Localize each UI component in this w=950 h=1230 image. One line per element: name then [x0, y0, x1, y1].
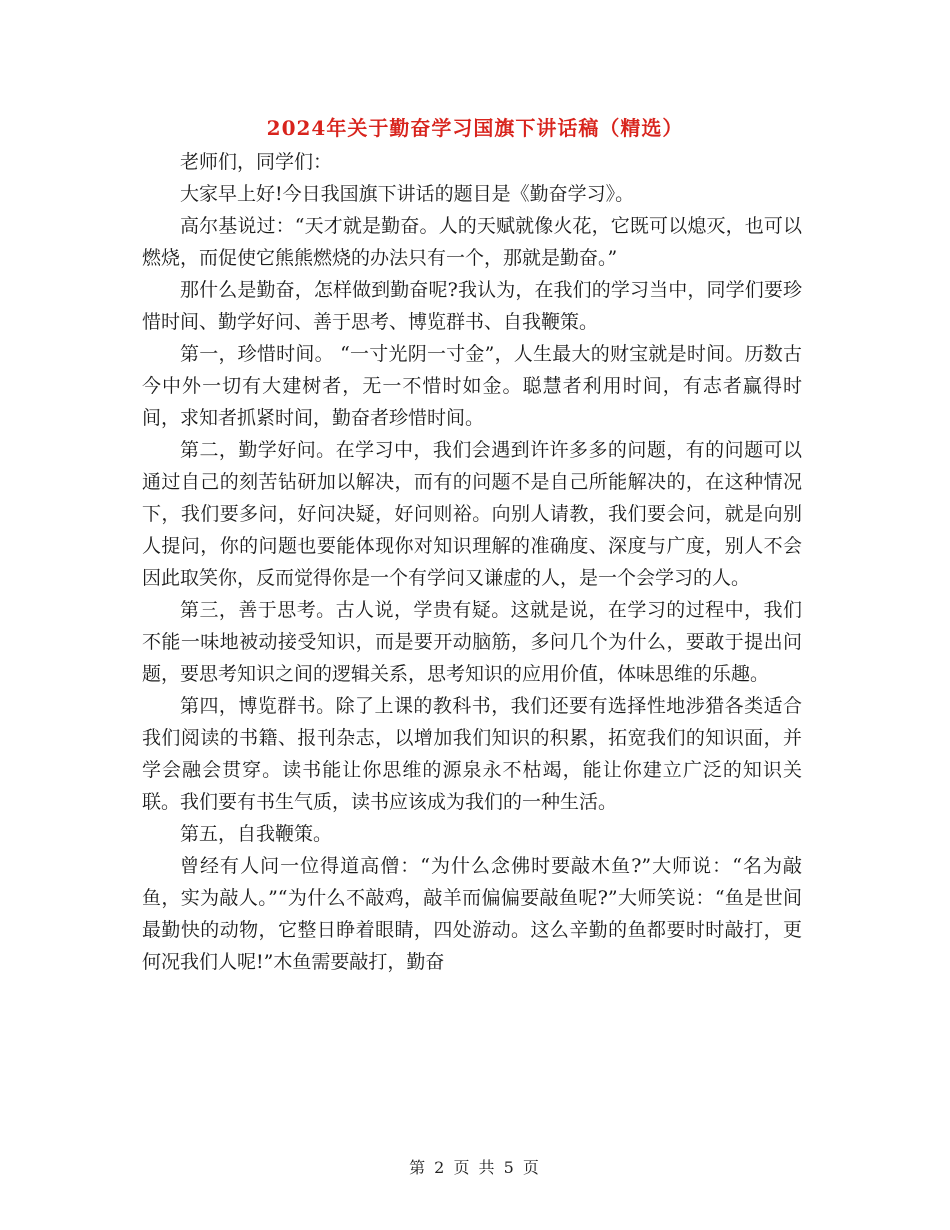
paragraph-point-1: 第一，珍惜时间。 “一寸光阴一寸金”，人生最大的财宝就是时间。历数古今中外一切有大建树者，无一不惜时如金。聪慧者利用时间，有志者赢得时间，求知者抓紧时间，勤奋者珍惜时间。	[142, 343, 802, 429]
paragraph-intro: 大家早上好!今日我国旗下讲话的题目是《勤奋学习》。	[180, 183, 635, 205]
paragraph-point-3: 第三，善于思考。古人说，学贵有疑。这就是说，在学习的过程中，我们不能一味地被动接受知识，而是要开动脑筋，多问几个为什么，要敢于提出问题，要思考知识之间的逻辑关系，思考知识的应用价值，体味思维的乐趣。	[142, 599, 802, 685]
paragraph-question: 那什么是勤奋，怎样做到勤奋呢?我认为，在我们的学习当中，同学们要珍惜时间、勤学好问、善于思考、博览群书、自我鞭策。	[142, 279, 802, 333]
page-footer: 第 2 页 共 5 页	[409, 1158, 541, 1177]
document-title: 2024年关于勤奋学习国旗下讲话稿（精选）	[266, 116, 684, 140]
paragraph-point-2: 第二，勤学好问。在学习中，我们会遇到许许多多的问题，有的问题可以通过自己的刻苦钻研加以解决，而有的问题不是自己所能解决的，在这种情况下，我们要多问，好问决疑，好问则裕。向别人请教，我们要会问，就是向别人提问，你的问题也要能体现你对知识理解的准确度、深度与广度，别人不会因此取笑你，反而觉得你是一个有学问又谦虚的人，是一个会学习的人。	[142, 439, 802, 589]
paragraph-point-4: 第四，博览群书。除了上课的教科书，我们还要有选择性地涉猎各类适合我们阅读的书籍、报刊杂志，以增加我们知识的积累，拓宽我们的知识面，并学会融会贯穿。读书能让你思维的源泉永不枯竭，能让你建立广泛的知识关联。我们要有书生气质，读书应该成为我们的一种生活。	[142, 695, 802, 813]
paragraph-point-5: 第五，自我鞭策。	[180, 823, 333, 845]
paragraph-story: 曾经有人问一位得道高僧：“为什么念佛时要敲木鱼?”大师说：“名为敲鱼，实为敲人。”“为什么不敲鸡，敲羊而偏偏要敲鱼呢?”大师笑说：“鱼是世间最勤快的动物，它整日睁着眼睛，四处游动。这么辛勤的鱼都要时时敲打，更何况我们人呢!”木鱼需要敲打，勤奋	[142, 855, 802, 973]
document-body	[142, 146, 802, 978]
paragraph-quote: 高尔基说过：“天才就是勤奋。人的天赋就像火花，它既可以熄灭，也可以燃烧，而促使它熊熊燃烧的办法只有一个，那就是勤奋。”	[142, 215, 802, 269]
paragraph-greeting: 老师们，同学们：	[180, 151, 333, 173]
